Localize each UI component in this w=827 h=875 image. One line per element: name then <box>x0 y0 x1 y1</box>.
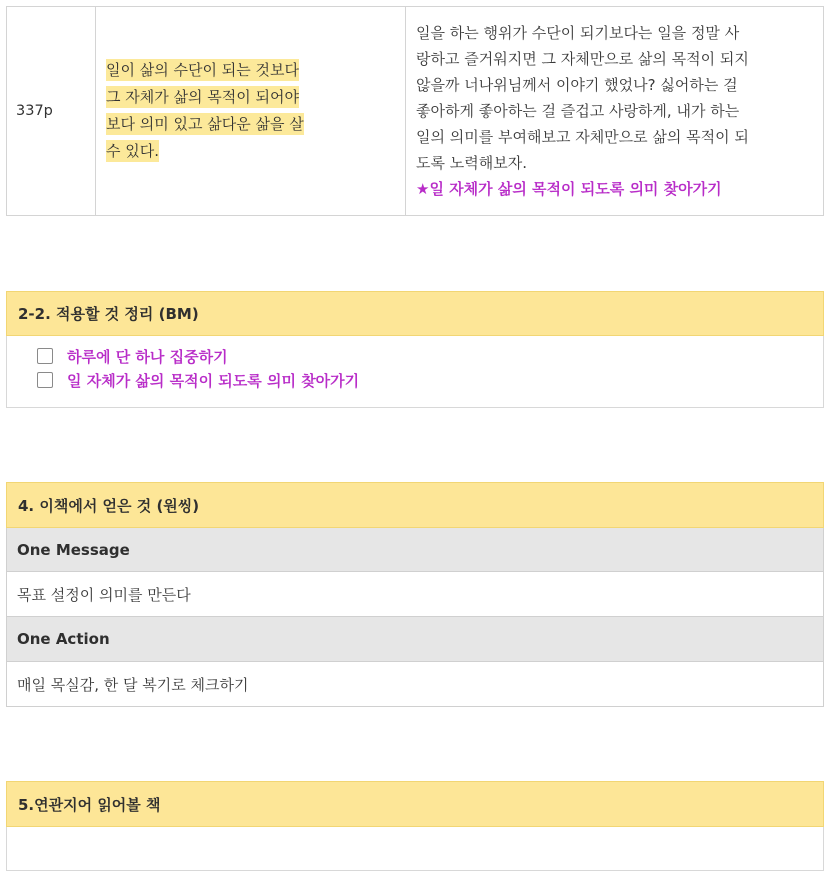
related-content <box>6 827 824 871</box>
thought-cell <box>406 7 824 216</box>
thought-line: 일을 하는 행위가 수단이 되기보다는 일을 정말 사 <box>416 24 740 42</box>
thought-line: 일의 의미를 부여해보고 자체만으로 삶의 목적이 되 <box>416 128 749 146</box>
checklist <box>6 336 824 408</box>
one-message-label: One Message <box>17 540 130 559</box>
one-action-row <box>6 662 824 707</box>
quote-table <box>6 6 824 216</box>
quote-cell <box>96 7 406 216</box>
section-title: 4. 이책에서 얻은 것 (원씽) <box>18 496 200 515</box>
one-action-header <box>6 617 824 662</box>
thought-line: 않을까 너나위님께서 이야기 했었나? 싫어하는 걸 <box>416 76 738 94</box>
thought-line: 좋아하게 좋아하는 걸 즐겁고 사랑하게, 내가 하는 <box>416 102 740 120</box>
one-message-header <box>6 528 824 572</box>
checklist-item-label: 일 자체가 삶의 목적이 되도록 의미 찾아가기 <box>67 371 360 390</box>
quote-line: 그 자체가 삶의 목적이 되어야 <box>106 88 299 106</box>
section-header <box>6 781 824 827</box>
quote-line: 수 있다. <box>106 142 160 160</box>
thought-line: 도록 노력해보자. <box>416 154 527 172</box>
one-action-label: One Action <box>17 630 110 648</box>
quote-line: 일이 삶의 수단이 되는 것보다 <box>106 61 299 79</box>
checkbox[interactable] <box>37 372 53 388</box>
apply-section <box>6 291 824 408</box>
checkbox[interactable] <box>37 348 53 364</box>
one-message-value: 목표 설정이 의미를 만든다 <box>17 585 191 604</box>
thought-emphasis: ★일 자체가 삶의 목적이 되도록 의미 찾아가기 <box>416 180 722 198</box>
one-message-row <box>6 572 824 617</box>
checklist-item <box>7 368 823 392</box>
one-action-value: 매일 목실감, 한 달 복기로 체크하기 <box>17 675 249 694</box>
section-title: 2-2. 적용할 것 정리 (BM) <box>18 305 199 323</box>
page-number: 337p <box>16 103 53 119</box>
quote-line: 보다 의미 있고 삶다운 삶을 살 <box>106 115 304 133</box>
section-header <box>6 291 824 336</box>
table-row <box>7 7 824 216</box>
section-header <box>6 482 824 528</box>
oneshot-section <box>6 482 824 707</box>
section-title: 5.연관지어 읽어볼 책 <box>18 795 161 814</box>
checklist-item <box>7 344 823 368</box>
thought-line: 랑하고 즐거워지면 그 자체만으로 삶의 목적이 되지 <box>416 50 749 68</box>
related-section <box>6 781 824 871</box>
checklist-item-label: 하루에 단 하나 집중하기 <box>67 347 228 366</box>
highlighted-quote <box>106 59 304 162</box>
page-number-cell <box>7 7 96 216</box>
